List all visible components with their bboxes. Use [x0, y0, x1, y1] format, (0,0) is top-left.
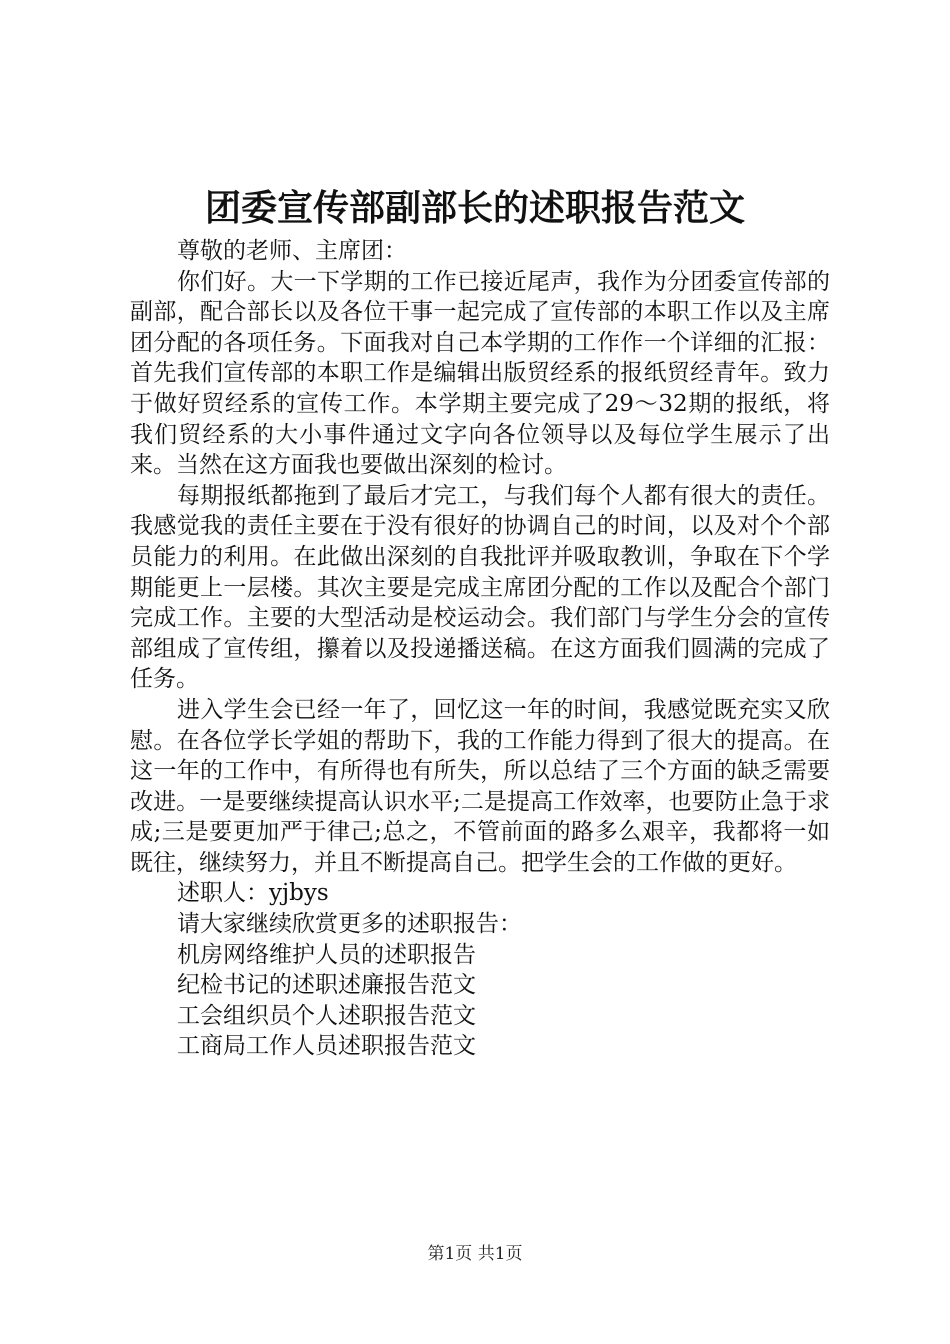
paragraph-1: 你们好。大一下学期的工作已接近尾声，我作为分团委宣传部的副部，配合部长以及各位干事一起完成了宣传部的本职工作以及主席团分配的各项任务。下面我对自己本学期的工作作一个详细的汇报：首先我们宣传部的本职工作是编辑出版贸经系的报纸贸经青年。致力于做好贸经系的宣传工作。本学期主要完成了29～32期的报纸，将我们贸经系的大小事件通过文字向各位领导以及每位学生展示了出来。当然在这方面我也要做出深刻的检讨。 [130, 268, 830, 479]
page-footer: 第1页 共1页 [427, 1244, 523, 1264]
more-reports-intro: 请大家继续欣赏更多的述职报告： [177, 911, 522, 938]
related-link[interactable]: 工商局工作人员述职报告范文 [177, 1033, 476, 1060]
related-link[interactable]: 工会组织员个人述职报告范文 [177, 1002, 476, 1029]
related-link[interactable]: 纪检书记的述职述廉报告范文 [177, 972, 476, 999]
document-body [130, 236, 830, 1062]
document-title: 团委宣传部副部长的述职报告范文 [204, 187, 745, 229]
paragraph-2: 每期报纸都拖到了最后才完工，与我们每个人都有很大的责任。我感觉我的责任主要在于没有很好的协调自己的时间，以及对个个部员能力的利用。在此做出深刻的自我批评并吸取教训，争取在下个学期能更上一层楼。其次主要是完成主席团分配的工作以及配合个部门完成工作。主要的大型活动是校运动会。我们部门与学生分会的宣传部组成了宣传组，攥着以及投递播送稿。在这方面我们圆满的完成了任务。 [130, 482, 830, 693]
related-link[interactable]: 机房网络维护人员的述职报告 [177, 941, 476, 968]
paragraph-3: 进入学生会已经一年了，回忆这一年的时间，我感觉既充实又欣慰。在各位学长学姐的帮助下，我的工作能力得到了很大的提高。在这一年的工作中，有所得也有所失，所以总结了三个方面的缺乏需要改进。一是要继续提高认识水平;二是提高工作效率，也要防止急于求成;三是要更加严于律己;总之，不管前面的路多么艰辛，我都将一如既往，继续努力，并且不断提高自己。把学生会的工作做的更好。 [130, 696, 830, 876]
salutation: 尊敬的老师、主席团： [177, 238, 407, 264]
signature: 述职人：yjbys [177, 880, 329, 907]
